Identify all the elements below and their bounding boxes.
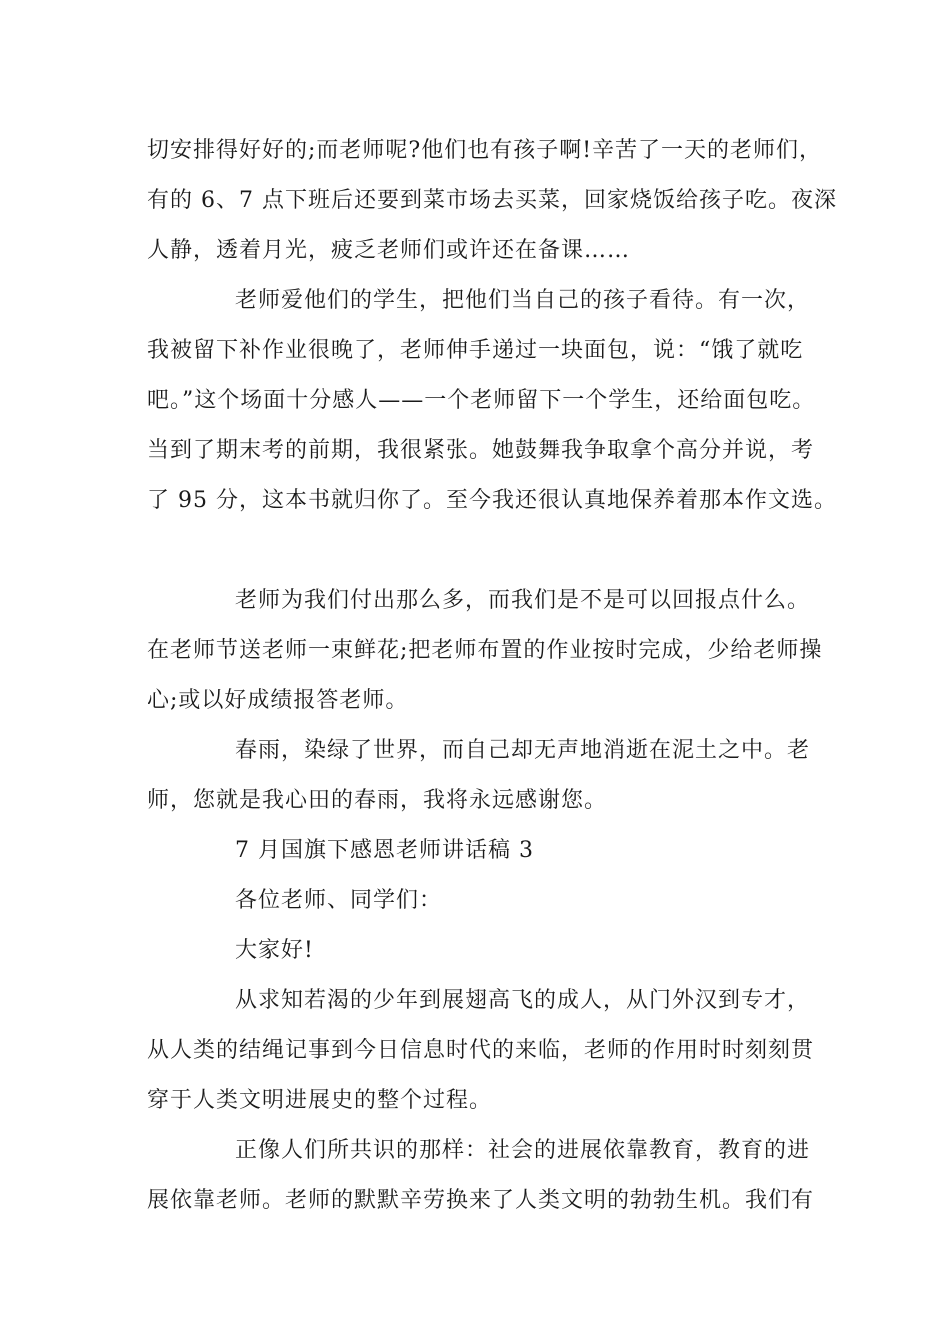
- text-line: 师，您就是我心田的春雨，我将永远感谢您。: [147, 788, 608, 813]
- text-line: 当到了期末考的前期，我很紧张。她鼓舞我争取拿个高分并说，考: [147, 438, 815, 463]
- text-line: 老师为我们付出那么多，而我们是不是可以回报点什么。: [235, 588, 811, 613]
- section-heading: [147, 826, 827, 876]
- text-line: 有的 6、7 点下班后还要到菜市场去买菜，回家烧饭给孩子吃。夜深: [147, 188, 837, 213]
- salutation: [147, 876, 827, 926]
- text-line: 我被留下补作业很晚了，老师伸手递过一块面包，说：“饿了就吃: [147, 338, 804, 363]
- text-line: 吧。”这个场面十分感人——一个老师留下一个学生，还给面包吃。: [147, 388, 816, 413]
- text-line: 正像人们所共识的那样：社会的进展依靠教育，教育的进: [235, 1138, 811, 1163]
- text-line: 了 95 分，这本书就归你了。至今我还很认真地保养着那本作文选。: [147, 488, 837, 513]
- text-line: 在老师节送老师一束鲜花;把老师布置的作业按时完成，少给老师操: [147, 638, 823, 663]
- paragraph: [147, 276, 837, 526]
- paragraph: [147, 126, 837, 276]
- text-line: 切安排得好好的;而老师呢?他们也有孩子啊!辛苦了一天的老师们，: [147, 138, 823, 163]
- paragraph: [147, 726, 827, 826]
- text-line: 春雨，染绿了世界，而自己却无声地消逝在泥土之中。老: [235, 738, 811, 763]
- text-line: 从求知若渴的少年到展翅高飞的成人，从门外汉到专才，: [235, 988, 811, 1013]
- text-line: 心;或以好成绩报答老师。: [147, 688, 409, 713]
- paragraph: [147, 1126, 827, 1226]
- text-line: 展依靠老师。老师的默默辛劳换来了人类文明的勃勃生机。我们有: [147, 1188, 815, 1213]
- text-line: 从人类的结绳记事到今日信息时代的来临，老师的作用时时刻刻贯: [147, 1038, 815, 1063]
- text-line: 7 月国旗下感恩老师讲话稿 3: [235, 838, 534, 863]
- text-line: 人静，透着月光，疲乏老师们或许还在备课……: [147, 238, 631, 263]
- text-line: 老师爱他们的学生，把他们当自己的孩子看待。有一次，: [235, 288, 811, 313]
- greeting: [147, 926, 827, 976]
- text-line: 穿于人类文明进展史的整个过程。: [147, 1088, 493, 1113]
- paragraph: [147, 976, 827, 1126]
- text-line: 大家好!: [235, 938, 314, 963]
- text-line: 各位老师、同学们：: [235, 888, 443, 913]
- paragraph: [147, 576, 827, 726]
